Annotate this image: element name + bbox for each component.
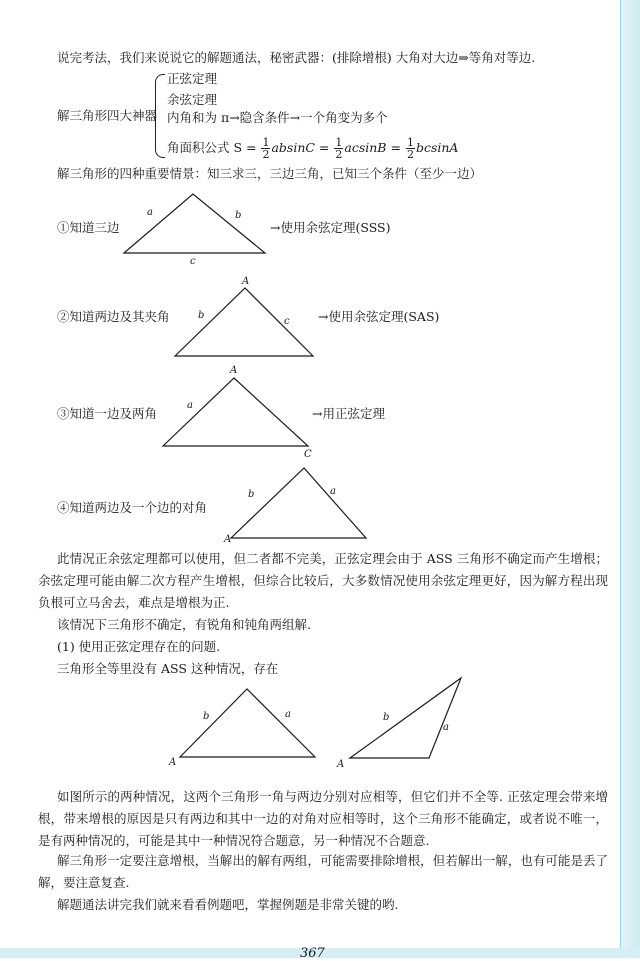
area-term-3: bcsinA (415, 140, 459, 155)
triangle-ssa-figure (222, 462, 372, 546)
label-a: a (330, 486, 336, 497)
case-2-result: →使用余弦定理(SAS) (318, 309, 440, 324)
label-A: A (242, 276, 250, 287)
label-a: a (443, 722, 449, 733)
label-a: a (187, 400, 193, 411)
scenarios-intro: 解三角形的四种重要情景：知三求三，三边三角，已知三个条件（至少一边） (57, 166, 483, 181)
tool-item-area-formula (167, 136, 458, 160)
label-b: b (235, 210, 242, 221)
four-tools-label: 解三角形四大神器 (57, 108, 158, 123)
case-2-label: ②知道两边及其夹角 (57, 309, 170, 324)
paragraph-comparison: 此情况正余弦定理都可以使用，但二者都不完美，正弦定理会由于 ASS 三角形不确定而产生增根；余弦定理可能由解二次方程产生增根，但综合比较后，大多数情况使用余弦定理更好，因为解方程出现负根可立马舍去，难点是增根为正. (38, 551, 608, 610)
triangle-acute-case-figure (165, 685, 335, 768)
intro-line: 说完考法，我们来说说它的解题通法，秘密武器：(排除增根) 大角对大边⇒等角对等边. (57, 50, 536, 65)
page-edge-band (620, 0, 640, 958)
case-1-label: ①知道三边 (57, 220, 120, 235)
tool-item-sine-law: 正弦定理 (167, 71, 218, 86)
fraction-one-half: $\frac{1}{2}$ (406, 136, 414, 161)
label-A: A (224, 534, 232, 545)
label-c: c (284, 316, 290, 327)
triangle-asa-figure (158, 362, 318, 462)
triangle-sss-figure (120, 188, 270, 268)
fraction-one-half: $\frac{1}{2}$ (262, 136, 270, 161)
paragraph-check-roots: 解三角形一定要注意增根，当解出的解有两组，可能需要排除增根，但若解出一解，也有可能是丢了解，要注意复查. (38, 853, 608, 890)
triangle-sas-figure (170, 272, 320, 362)
label-b: b (203, 711, 210, 722)
paragraph-examples: 解题通法讲完我们就来看看例题吧，掌握例题是非常关键的哟. (57, 897, 399, 912)
paragraph-extraneous-roots: 如图所示的两种情况，这两个三角形一角与两边分别对应相等，但它们并不全等. 正弦定理会带来增根，带来增根的原因是只有两边和其中一边的对角对应相等时，这个三角形不能确定，或者说不唯一，是有两种情况的，可能是其中一种情况符合题意，另一种情况不合题意. (38, 789, 608, 848)
tool-item-cosine-law: 余弦定理 (167, 92, 218, 107)
label-a: a (285, 709, 291, 720)
label-b: b (383, 712, 390, 723)
case-1-result: →使用余弦定理(SSS) (270, 220, 391, 235)
paragraph-congruence: 三角形全等里没有 ASS 这种情况，存在 (57, 661, 279, 676)
fraction-one-half: $\frac{1}{2}$ (335, 136, 343, 161)
label-b: b (248, 489, 255, 500)
area-prefix: 角面积公式 S = (167, 140, 257, 155)
triangle-obtuse-case-figure (335, 672, 475, 768)
label-A: A (169, 757, 177, 768)
case-3-label: ③知道一边及两角 (57, 406, 158, 421)
page-number: 367 (300, 946, 325, 961)
paragraph-uncertain: 该情况下三角形不确定，有锐角和钝角两组解. (57, 617, 311, 632)
paragraph-sine-issue: (1) 使用正弦定理存在的问题. (57, 639, 221, 654)
label-a: a (147, 207, 153, 218)
case-4-label: ④知道两边及一个边的对角 (57, 500, 208, 515)
label-c: c (190, 256, 196, 267)
label-C: C (304, 449, 312, 460)
area-term-1: absinC = (271, 140, 330, 155)
area-term-2: acsinB = (344, 140, 401, 155)
label-A: A (337, 759, 345, 770)
label-A: A (230, 365, 238, 376)
case-3-result: →用正弦定理 (312, 406, 385, 421)
label-b: b (198, 310, 205, 321)
brace-symbol (155, 74, 165, 158)
tool-item-angle-sum: 内角和为 π→隐含条件→一个角变为多个 (167, 110, 388, 125)
